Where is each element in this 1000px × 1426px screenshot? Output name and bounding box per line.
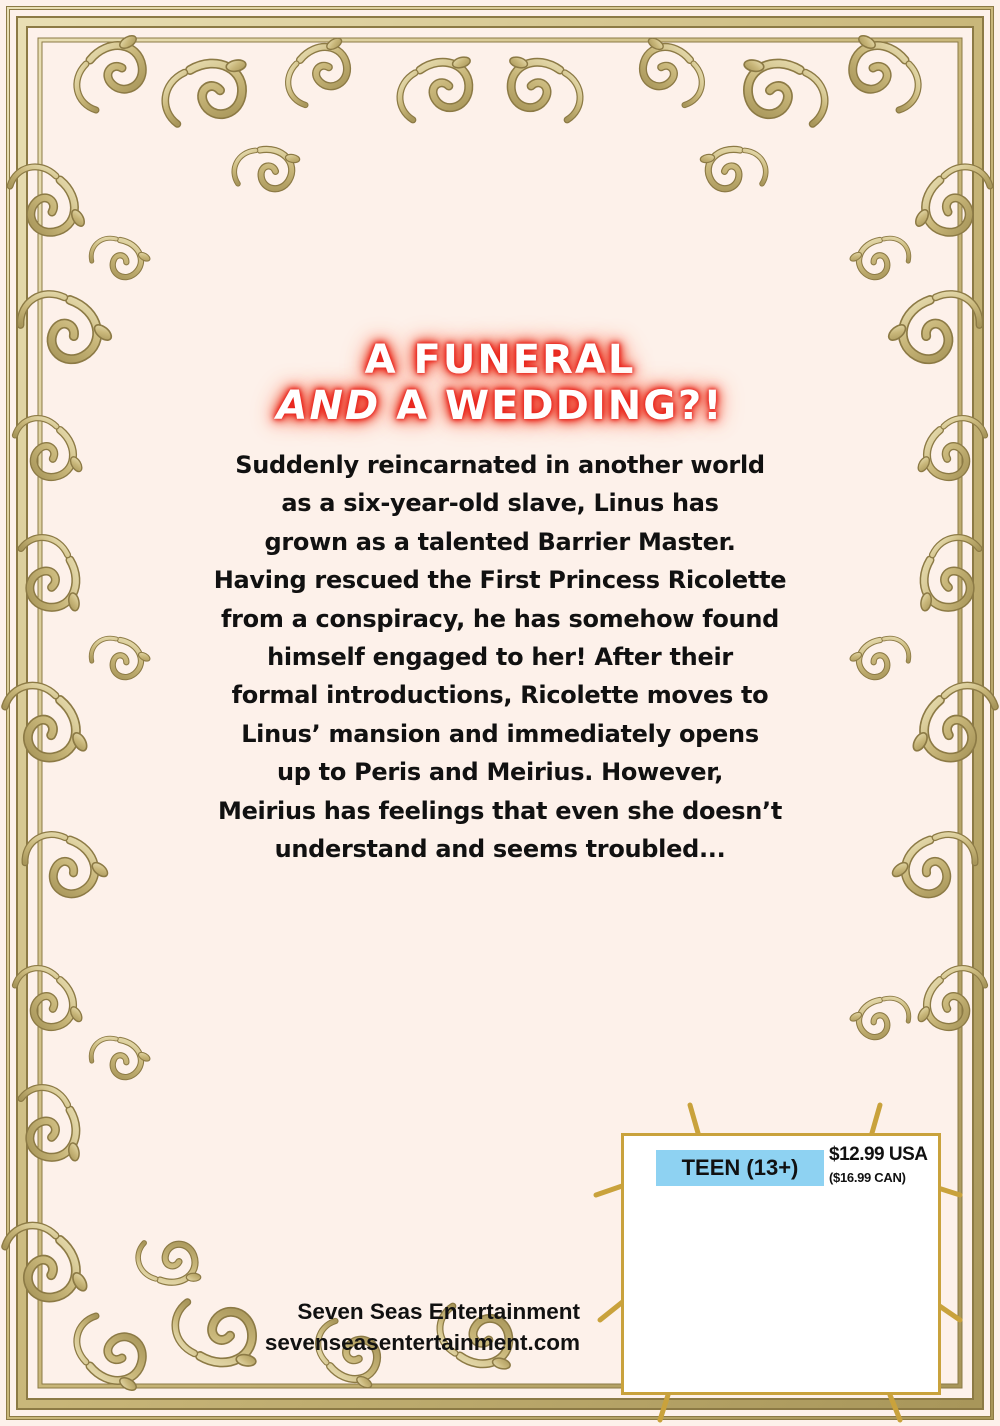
price-usd: $12.99 USA [829, 1144, 928, 1165]
blurb-line: himself engaged to her! After their [267, 643, 733, 672]
price-barcode-box [621, 1133, 941, 1395]
blurb-line: Linus’ mansion and immediately opens [241, 719, 759, 748]
blurb-line: up to Peris and Meirius. However, [276, 758, 724, 787]
synopsis-blurb [205, 446, 795, 868]
headline-and: AND [276, 383, 381, 429]
blurb-line: Suddenly reincarnated in another world [235, 451, 765, 479]
publisher-website: sevenseasentertainment.com [264, 1330, 580, 1355]
blurb-line: formal introductions, Ricolette moves to [231, 681, 769, 710]
age-rating-badge: TEEN (13+) [656, 1150, 824, 1186]
blurb-line: from a conspiracy, he has somehow found [220, 604, 780, 633]
blurb-line: Having rescued the First Princess Ricolette [213, 566, 787, 595]
headline-line-1: A FUNERAL [364, 337, 636, 383]
headline-wedding: A WEDDING?! [396, 383, 724, 429]
blurb-line: as a six-year-old slave, Linus has [281, 489, 719, 518]
publisher-name: Seven Seas Entertainment [297, 1299, 580, 1324]
blurb-line: Meirius has feelings that even she doesn’t [218, 796, 782, 825]
publisher-info [230, 1296, 580, 1358]
blurb-line: grown as a talented Barrier Master. [264, 527, 736, 556]
headline-line-2 [150, 383, 850, 429]
price-can: ($16.99 CAN) [829, 1170, 906, 1185]
blurb-line: understand and seems troubled... [274, 835, 726, 864]
